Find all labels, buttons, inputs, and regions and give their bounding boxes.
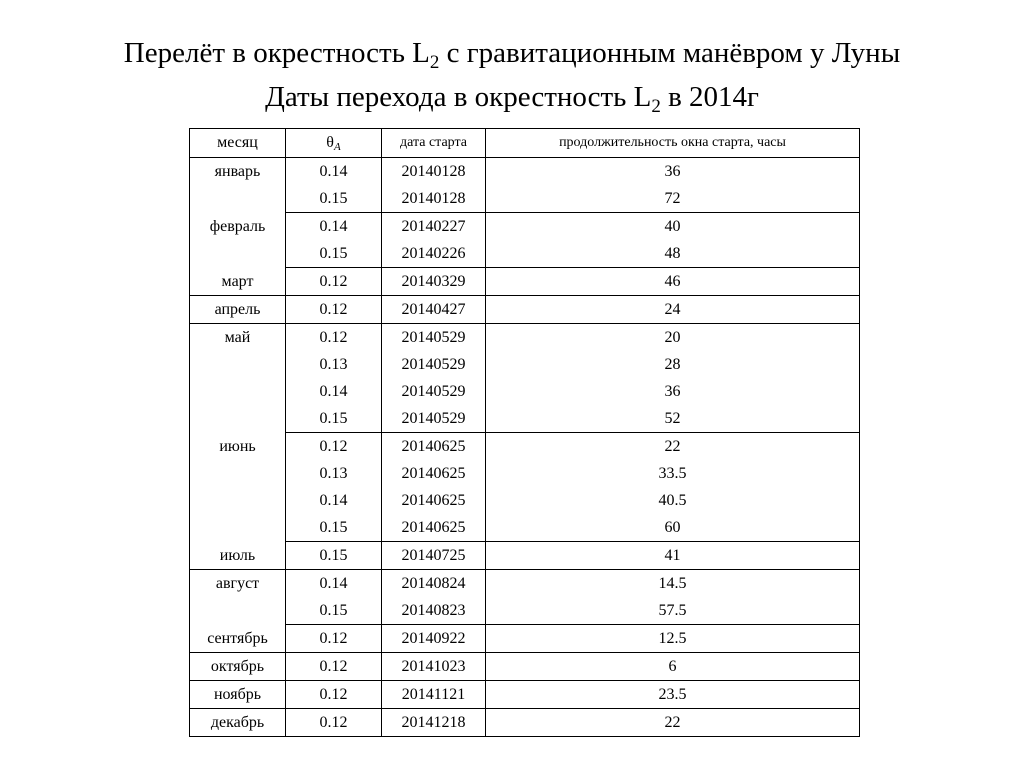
month-cell: февраль (190, 213, 286, 268)
start-date-cell: 20141218 (382, 709, 486, 737)
page-subtitle (0, 80, 1024, 117)
table-row (190, 625, 860, 653)
table-body (190, 158, 860, 737)
window-hours-cell: 36 (486, 378, 860, 405)
header-start-date: дата старта (382, 129, 486, 158)
header-month: месяц (190, 129, 286, 158)
title-line2-subscript: 2 (651, 96, 661, 117)
month-cell: сентябрь (190, 625, 286, 653)
window-hours-cell: 48 (486, 240, 860, 268)
table-row (190, 653, 860, 681)
start-date-cell: 20140529 (382, 405, 486, 433)
start-date-cell: 20140529 (382, 351, 486, 378)
month-cell: август (190, 570, 286, 625)
window-hours-cell: 57.5 (486, 597, 860, 625)
start-date-cell: 20141023 (382, 653, 486, 681)
start-date-cell: 20140625 (382, 514, 486, 542)
month-cell: июнь (190, 433, 286, 542)
start-date-cell: 20140625 (382, 460, 486, 487)
theta-cell: 0.15 (286, 405, 382, 433)
theta-cell: 0.15 (286, 514, 382, 542)
table-row (190, 681, 860, 709)
start-date-cell: 20140529 (382, 378, 486, 405)
title-line1-subscript: 2 (429, 52, 440, 73)
start-date-cell: 20140128 (382, 158, 486, 186)
theta-cell: 0.13 (286, 351, 382, 378)
table-row (190, 570, 860, 598)
start-date-cell: 20140329 (382, 268, 486, 296)
theta-cell: 0.12 (286, 653, 382, 681)
start-date-cell: 20140427 (382, 296, 486, 324)
table-row (190, 514, 860, 542)
table-row (190, 324, 860, 352)
window-hours-cell: 52 (486, 405, 860, 433)
header-theta (286, 129, 382, 158)
theta-cell: 0.13 (286, 460, 382, 487)
theta-cell: 0.14 (286, 570, 382, 598)
page-title (0, 36, 1024, 73)
window-hours-cell: 23.5 (486, 681, 860, 709)
theta-cell: 0.12 (286, 709, 382, 737)
table-row (190, 268, 860, 296)
theta-cell: 0.14 (286, 487, 382, 514)
month-cell: июль (190, 542, 286, 570)
title-line1-tail: с гравитационным манёвром у Луны (439, 37, 901, 69)
table-row (190, 351, 860, 378)
theta-cell: 0.14 (286, 158, 382, 186)
theta-cell: 0.14 (286, 378, 382, 405)
title-line1-text: Перелёт в окрестность L (123, 37, 430, 69)
title-line2-tail: в 2014г (660, 81, 759, 113)
start-date-cell: 20140227 (382, 213, 486, 241)
table-row (190, 709, 860, 737)
theta-cell: 0.15 (286, 542, 382, 570)
start-date-cell: 20140226 (382, 240, 486, 268)
theta-subscript: A (333, 141, 341, 153)
month-cell: ноябрь (190, 681, 286, 709)
table-row (190, 240, 860, 268)
title-line2-text: Даты перехода в окрестность L (265, 81, 652, 113)
theta-cell: 0.12 (286, 268, 382, 296)
month-cell: январь (190, 158, 286, 213)
window-hours-cell: 28 (486, 351, 860, 378)
transfer-dates-table (189, 128, 860, 737)
table-row (190, 460, 860, 487)
theta-letter: θ (326, 134, 334, 151)
window-hours-cell: 6 (486, 653, 860, 681)
header-window-duration: продолжительность окна старта, часы (486, 129, 860, 158)
table-row (190, 158, 860, 186)
table-row (190, 542, 860, 570)
window-hours-cell: 33.5 (486, 460, 860, 487)
theta-cell: 0.12 (286, 625, 382, 653)
month-cell: октябрь (190, 653, 286, 681)
window-hours-cell: 40 (486, 213, 860, 241)
table-row (190, 597, 860, 625)
theta-cell: 0.12 (286, 681, 382, 709)
start-date-cell: 20140725 (382, 542, 486, 570)
window-hours-cell: 40.5 (486, 487, 860, 514)
table-row (190, 405, 860, 433)
window-hours-cell: 72 (486, 185, 860, 213)
theta-cell: 0.15 (286, 185, 382, 213)
window-hours-cell: 41 (486, 542, 860, 570)
start-date-cell: 20140922 (382, 625, 486, 653)
table-row (190, 185, 860, 213)
theta-cell: 0.15 (286, 597, 382, 625)
table-row (190, 433, 860, 461)
start-date-cell: 20140625 (382, 433, 486, 461)
theta-cell: 0.12 (286, 296, 382, 324)
start-date-cell: 20140824 (382, 570, 486, 598)
window-hours-cell: 12.5 (486, 625, 860, 653)
theta-cell: 0.12 (286, 324, 382, 352)
window-hours-cell: 22 (486, 709, 860, 737)
start-date-cell: 20140823 (382, 597, 486, 625)
start-date-cell: 20140625 (382, 487, 486, 514)
table-row (190, 213, 860, 241)
table-row (190, 487, 860, 514)
start-date-cell: 20141121 (382, 681, 486, 709)
window-hours-cell: 14.5 (486, 570, 860, 598)
month-cell: апрель (190, 296, 286, 324)
theta-symbol (326, 134, 340, 151)
theta-cell: 0.14 (286, 213, 382, 241)
start-date-cell: 20140128 (382, 185, 486, 213)
table-row (190, 296, 860, 324)
month-cell: март (190, 268, 286, 296)
start-date-cell: 20140529 (382, 324, 486, 352)
window-hours-cell: 60 (486, 514, 860, 542)
table-header-row (190, 129, 860, 158)
theta-cell: 0.15 (286, 240, 382, 268)
window-hours-cell: 20 (486, 324, 860, 352)
window-hours-cell: 22 (486, 433, 860, 461)
theta-cell: 0.12 (286, 433, 382, 461)
table-row (190, 378, 860, 405)
window-hours-cell: 24 (486, 296, 860, 324)
month-cell: декабрь (190, 709, 286, 737)
window-hours-cell: 46 (486, 268, 860, 296)
month-cell: май (190, 324, 286, 433)
window-hours-cell: 36 (486, 158, 860, 186)
